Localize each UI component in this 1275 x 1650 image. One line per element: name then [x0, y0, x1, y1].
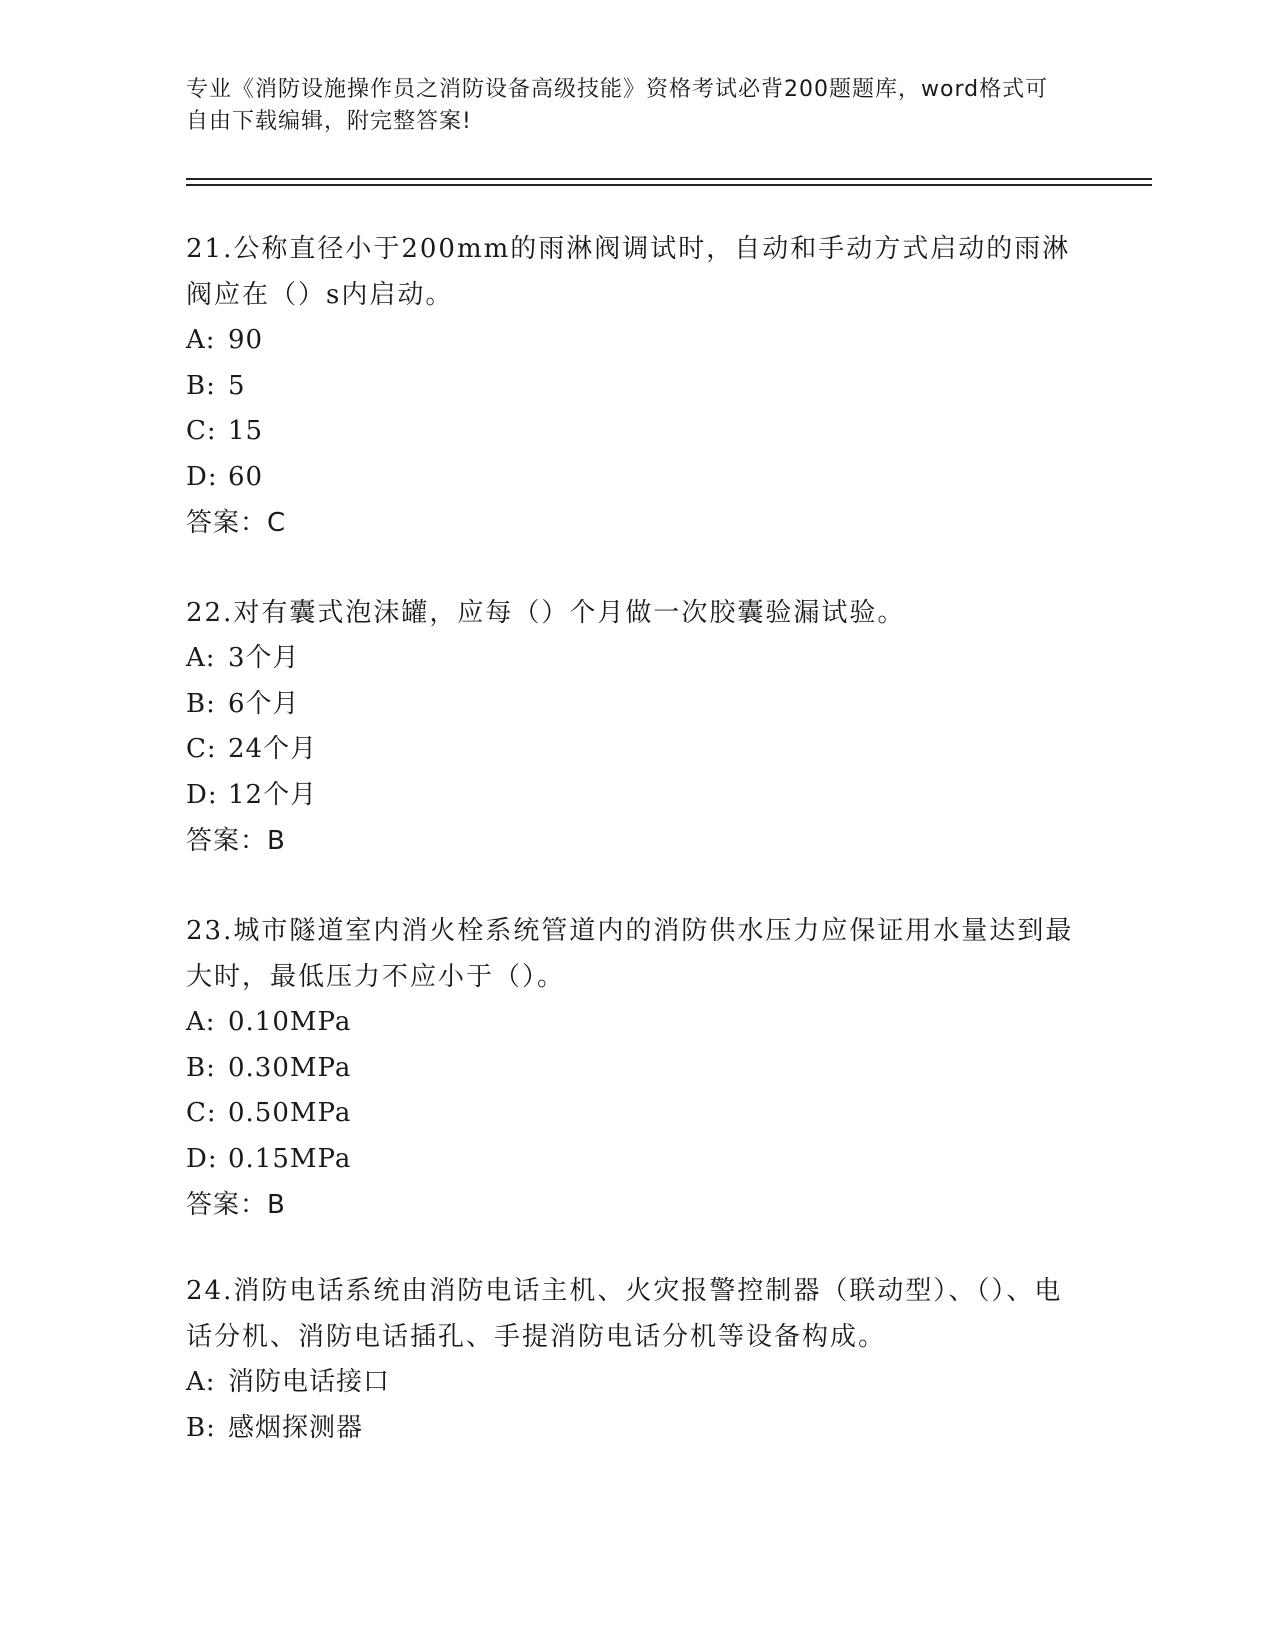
option-d [186, 773, 1086, 819]
option-text: 感烟探测器 [228, 1412, 364, 1443]
option-key: C: [186, 1098, 217, 1128]
option-key: A: [186, 643, 216, 673]
option-a [186, 318, 1086, 364]
option-a [186, 636, 1086, 682]
option-text: 0.15MPa [228, 1143, 352, 1174]
question-23 [186, 908, 1086, 1228]
option-text: 0.10MPa [228, 1007, 352, 1037]
option-key: A: [186, 1367, 216, 1397]
answer-line: 答案：B [186, 826, 286, 856]
option-b [186, 682, 1086, 728]
option-text: 6个月 [228, 688, 300, 719]
document-title: 专业《消防设施操作员之消防设备高级技能》资格考试必背200题题库，word格式可自由下载编辑，附完整答案! [186, 77, 1049, 134]
question-24 [186, 1268, 1086, 1451]
option-key: D: [186, 779, 218, 810]
question-22 [186, 590, 1086, 864]
option-b [186, 1046, 1086, 1092]
question-stem: 24.消防电话系统由消防电话主机、火灾报警控制器（联动型）、（）、电话分机、消防电话插孔、手提消防电话分机等设备构成。 [186, 1276, 1063, 1352]
option-b [186, 364, 1086, 410]
option-key: D: [186, 1143, 218, 1174]
option-key: A: [186, 1007, 216, 1037]
header-divider-top [186, 178, 1152, 180]
option-key: C: [186, 734, 217, 764]
option-text: 90 [228, 325, 264, 355]
option-key: B: [186, 1412, 216, 1443]
header-divider-bottom [186, 184, 1152, 186]
question-21 [186, 226, 1086, 546]
option-key: A: [186, 325, 216, 355]
option-key: B: [186, 370, 216, 401]
answer-line: 答案：B [186, 1190, 286, 1220]
option-text: 12个月 [228, 779, 318, 810]
option-b [186, 1406, 1086, 1452]
question-stem: 22.对有囊式泡沫罐，应每（）个月做一次胶囊验漏试验。 [186, 598, 906, 628]
option-c [186, 727, 1086, 773]
option-c [186, 1091, 1086, 1137]
answer-line: 答案：C [186, 508, 287, 538]
option-d [186, 455, 1086, 501]
option-text: 消防电话接口 [228, 1367, 391, 1397]
option-c [186, 409, 1086, 455]
option-text: 3个月 [228, 643, 300, 673]
option-key: B: [186, 688, 216, 719]
option-text: 60 [228, 461, 264, 492]
option-a [186, 1360, 1086, 1406]
option-key: B: [186, 1052, 216, 1083]
option-key: D: [186, 461, 218, 492]
option-key: C: [186, 416, 217, 446]
question-stem: 23.城市隧道室内消火栓系统管道内的消防供水压力应保证用水量达到最大时，最低压力不应小于（）。 [186, 916, 1074, 992]
option-text: 15 [228, 416, 264, 446]
option-a [186, 1000, 1086, 1046]
option-text: 5 [228, 370, 246, 401]
option-text: 0.30MPa [228, 1052, 352, 1083]
option-d [186, 1137, 1086, 1183]
question-stem: 21.公称直径小于200mm的雨淋阀调试时，自动和手动方式启动的雨淋阀应在（）s内启动。 [186, 234, 1071, 310]
option-text: 24个月 [228, 734, 318, 764]
option-text: 0.50MPa [228, 1098, 352, 1128]
